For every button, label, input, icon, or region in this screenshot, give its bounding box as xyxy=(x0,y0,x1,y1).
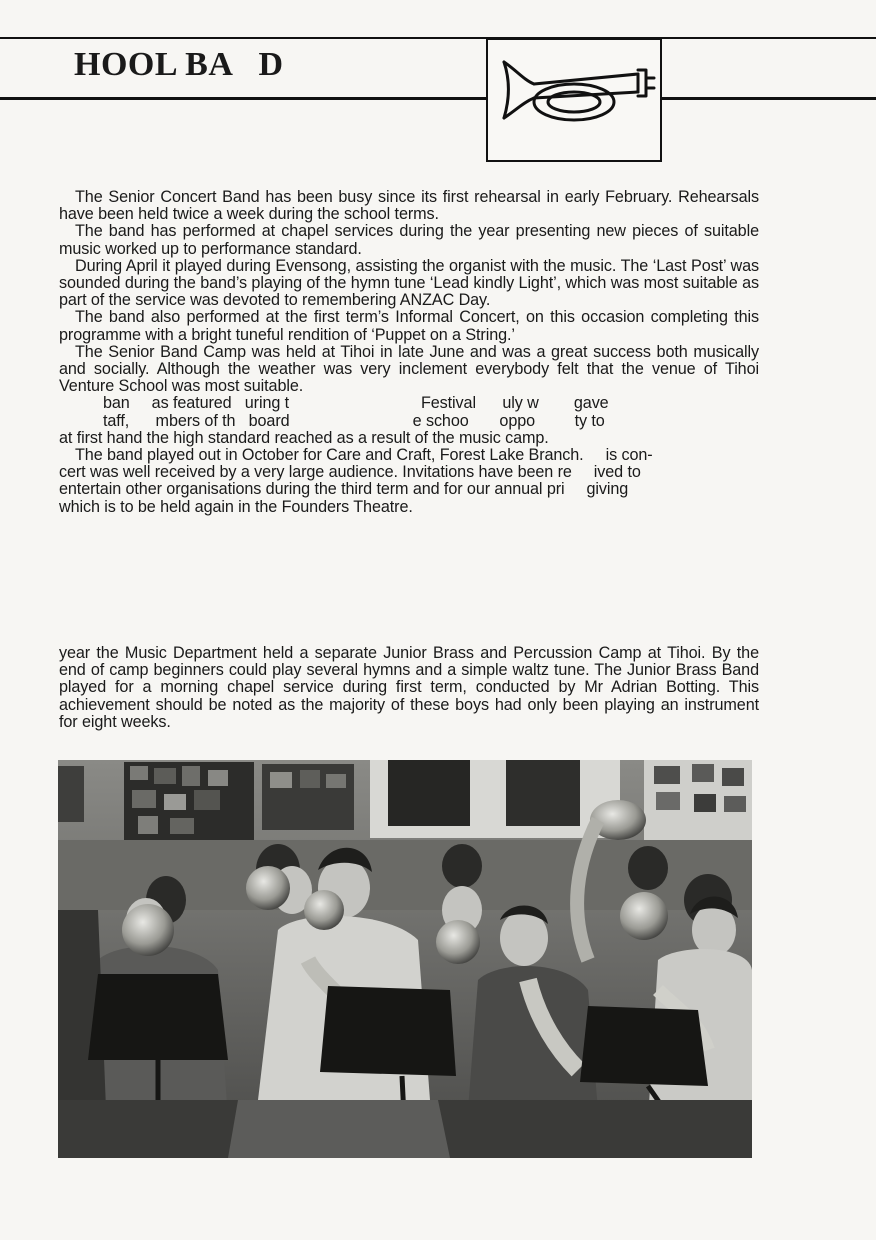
header-rule-top xyxy=(0,37,876,39)
article-line: The band played out in October for Care and Craft, Forest Lake Branch. is con- xyxy=(75,446,653,465)
junior-band-section xyxy=(59,645,759,731)
article-paragraph: The Senior Band Camp was held at Tihoi in late June and was a great success both musically and socially. Although the weather was very inclement everybody felt that the venue of Tihoi Venture School was most suitable. xyxy=(59,342,759,396)
article-line: at first hand the high standard reached as a result of the music camp. xyxy=(59,428,549,447)
band-photo xyxy=(58,760,752,1158)
damaged-text-line: taff, mbers of th board e schoo oppo ty to xyxy=(59,411,605,430)
article-line: cert was well received by a very large audience. Invitations have been re ived to xyxy=(59,463,641,482)
article-body xyxy=(59,189,759,516)
band-photo-image xyxy=(58,760,752,1158)
page-title: HOOL BA D xyxy=(74,46,284,83)
article-paragraph: The band also performed at the first term’s Informal Concert, on this occasion completing this programme with a bright tuneful rendition of ‘Puppet on a String.’ xyxy=(59,308,759,344)
article-paragraph: The band has performed at chapel services during the year presenting new pieces of suitable music worked up to performance standard. xyxy=(59,222,759,258)
header-rule-bottom xyxy=(0,97,876,100)
damaged-text-line: ban as featured uring t Festival uly w gave xyxy=(59,394,609,413)
article-line: which is to be held again in the Founders Theatre. xyxy=(59,497,413,516)
junior-band-paragraph: year the Music Department held a separate Junior Brass and Percussion Camp at Tihoi. By the end of camp beginners could play several hymns and a simple waltz tune. The Junior Brass Band played for a morning chapel service during first term, conducted by Mr Adrian Botting. This achievement should be noted as the majority of these boys had only been playing an instrument for eight weeks. xyxy=(59,644,759,731)
bugle-icon xyxy=(488,40,660,160)
article-paragraph: During April it played during Evensong, assisting the organist with the music. The ‘Last Post’ was sounded during the band’s playing of the hymn tune ‘Lead kindly Light’, which was most suitable as part of the service was devoted to remembering ANZAC Day. xyxy=(59,256,759,310)
article-paragraph: The Senior Concert Band has been busy since its first rehearsal in early February. Rehearsals have been held twice a week during the school terms. xyxy=(59,188,759,224)
article-line: entertain other organisations during the third term and for our annual pri giving xyxy=(59,480,629,499)
bugle-logo-box xyxy=(486,38,662,162)
